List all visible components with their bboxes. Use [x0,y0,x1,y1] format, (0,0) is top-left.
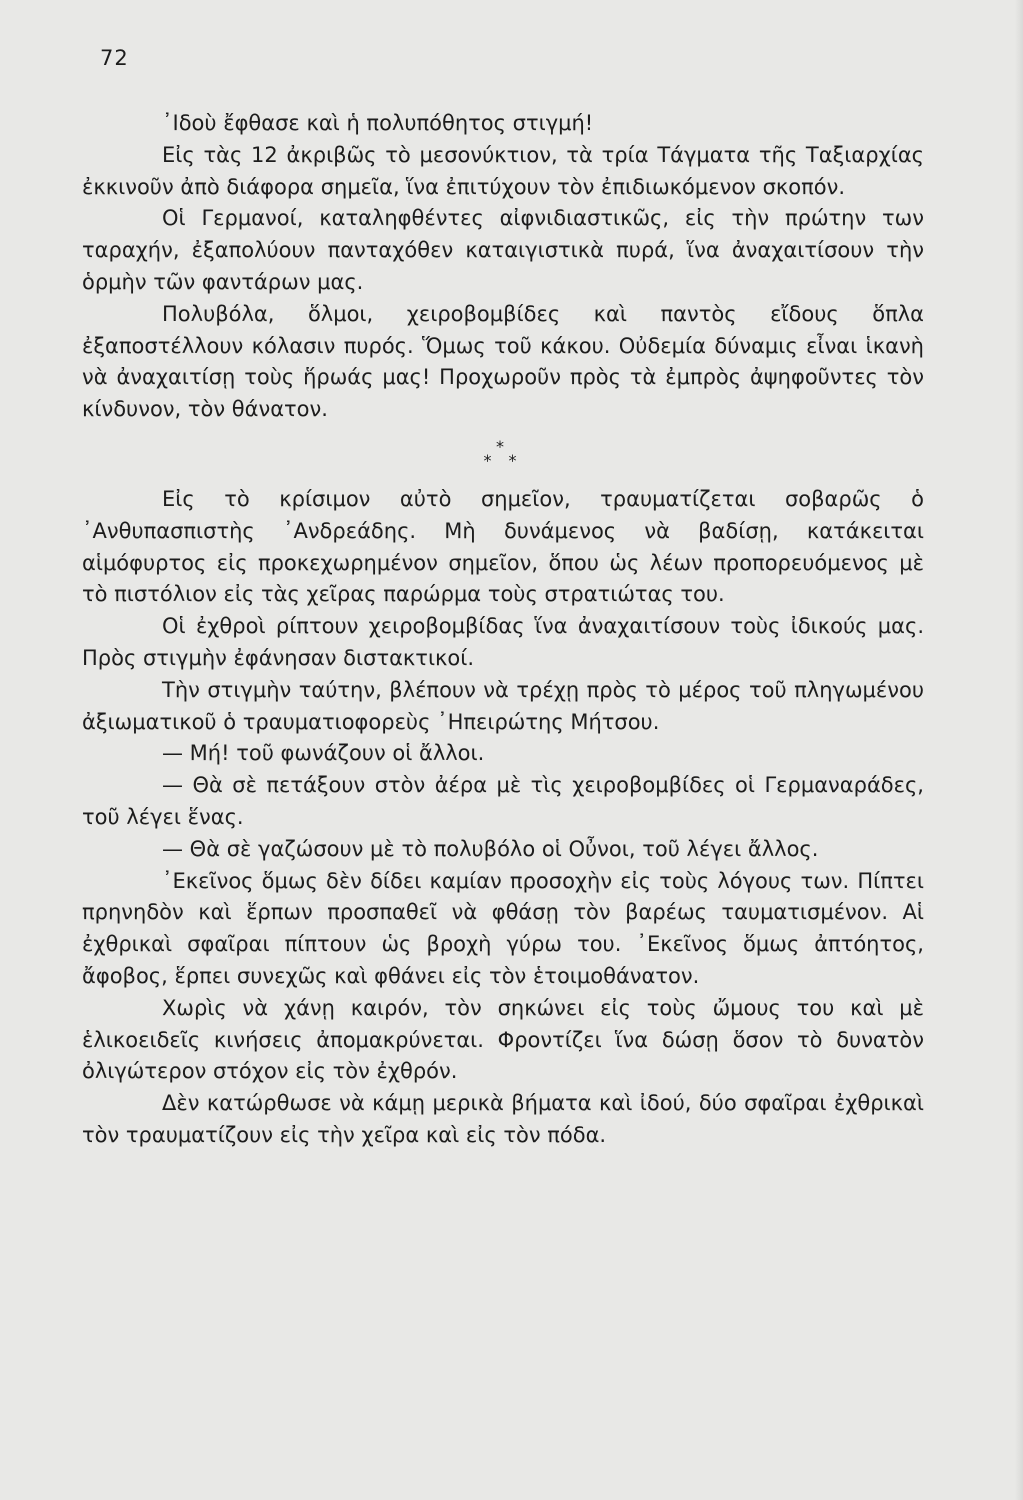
page-edge-shadow [1015,0,1023,1500]
asterism-bottom: * * [483,450,523,470]
paragraph: ᾿Εκεῖνος ὅμως δὲν δίδει καμίαν προσοχὴν εἰς τοὺς λόγους των. Πίπτει πρηνηδὸν καὶ ἕρπων προσπαθεῖ νὰ φθάσῃ τὸν βαρέως ταυματισμένον. Αἱ ἐχθρικαὶ σφαῖραι πίπτουν ὡς βροχὴ γύρω του. ᾿Εκεῖνος ὅμως ἀπτόητος, ἄφοβος, ἕρπει συνεχῶς καὶ φθάνει εἰς τὸν ἑτοιμοθάνατον. [82,868,924,988]
paragraph: Τὴν στιγμὴν ταύτην, βλέπουν νὰ τρέχῃ πρὸς τὸ μέρος τοῦ πληγωμένου ἀξιωματικοῦ ὁ τραυματιοφορεὺς ᾿Ηπειρώτης Μήτσου. [82,677,924,734]
paragraph: Δὲν κατώρθωσε νὰ κάμῃ μερικὰ βήματα καὶ ἰδού, δύο σφαῖραι ἐχθρικαὶ τὸν τραυματίζουν εἰς τὴν χεῖρα καὶ εἰς τὸν πόδα. [82,1091,924,1147]
paragraph: ᾿Ιδοὺ ἔφθασε καὶ ἡ πολυπόθητος στιγμή! [162,111,594,135]
dialogue-line: — Θὰ σὲ γαζώσουν μὲ τὸ πολυβόλο οἱ Οὖνοι, τοῦ λέγει ἄλλος. [162,836,819,861]
paragraph: Εἰς τὰς 12 ἀκριβῶς τὸ μεσονύκτιον, τὰ τρία Τάγματα τῆς Ταξιαρχίας ἐκκινοῦν ἀπὸ διάφορα σημεῖα, ἵνα ἐπιτύχουν τὸν ἐπιδιωκόμενον σκοπόν. [82,142,924,199]
paragraph: Χωρὶς νὰ χάνῃ καιρόν, τὸν σηκώνει εἰς τοὺς ὤμους του καὶ μὲ ἑλικοειδεῖς κινήσεις ἀπομακρύνεται. Φροντίζει ἵνα δώσῃ ὅσον τὸ δυνατὸν ὀλιγώτερον στόχον εἰς τὸν ἐχθρόν. [82,995,924,1084]
dialogue-line: — Μή! τοῦ φωνάζουν οἱ ἄλλοι. [162,741,485,766]
page-number: 72 [100,46,129,70]
paragraph: Πολυβόλα, ὅλμοι, χειροβομβίδες καὶ παντὸς εἴδους ὅπλα ἐξαποστέλλουν κόλασιν πυρός. Ὅμως τοῦ κάκου. Οὐδεμία δύναμις εἶναι ἱκανὴ νὰ ἀναχαιτίσῃ τοὺς ἥρωάς μας! Προχωροῦν πρὸς τὰ ἐμπρὸς ἀψηφοῦντες τὸν κίνδυνον, τὸν θάνατον. [82,301,924,422]
section-separator [82,436,924,470]
paragraph: Οἱ Γερμανοί, καταληφθέντες αἰφνιδιαστικῶς, εἰς τὴν πρώτην των ταραχήν, ἐξαπολύουν πανταχόθεν καταιγιστικὰ πυρά, ἵνα ἀναχαιτίσουν τὴν ὁρμὴν τῶν φαντάρων μας. [82,206,924,294]
paragraph: Οἱ ἐχθροὶ ρίπτουν χειροβομβίδας ἵνα ἀναχαιτίσουν τοὺς ἰδικούς μας. Πρὸς στιγμὴν ἐφάνησαν διστακτικοί. [82,614,924,670]
paragraph: Εἰς τὸ κρίσιμον αὐτὸ σημεῖον, τραυματίζεται σοβαρῶς ὁ ᾿Ανθυπασπιστὴς ᾿Ανδρεάδης. Μὴ δυνάμενος νὰ βαδίσῃ, κατάκειται αἱμόφυρτος εἰς προκεχωρημένον σημεῖον, ὅπου ὡς λέων προπορευόμενος μὲ τὸ πιστόλιον εἰς τὰς χεῖρας παρώρμα τοὺς στρατιώτας του. [82,486,924,607]
body-text [82,108,924,1152]
asterism-top: * [496,436,510,456]
dialogue-line: — Θὰ σὲ πετάξουν στὸν ἀέρα μὲ τὶς χειροβομβίδες οἱ Γερμαναράδες, τοῦ λέγει ἕνας. [82,773,924,829]
